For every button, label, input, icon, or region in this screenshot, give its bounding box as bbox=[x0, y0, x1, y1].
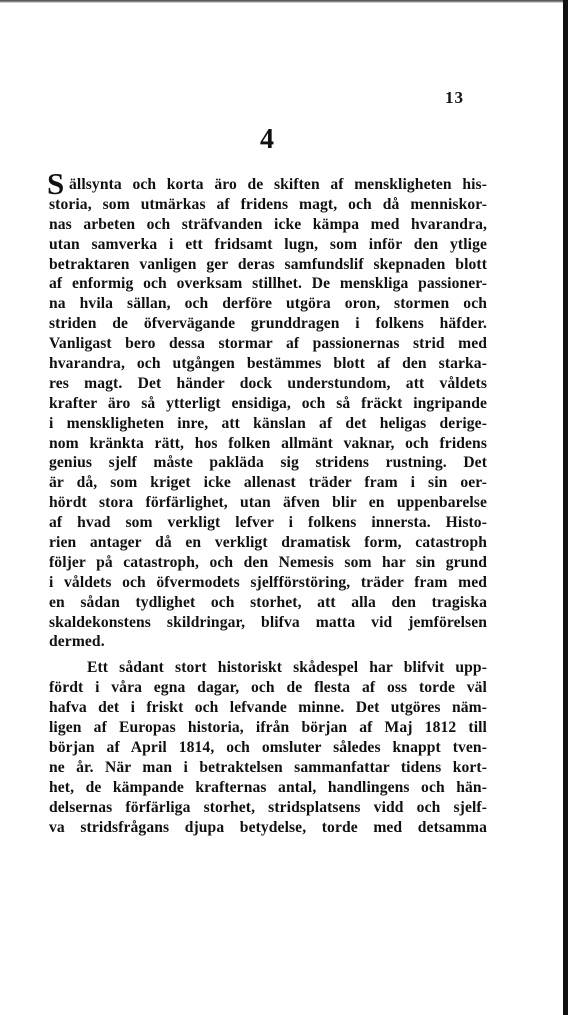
chapter-number: 4 bbox=[260, 124, 274, 155]
text-line: va stridsfrågans djupa betydelse, torde med detsamma bbox=[49, 818, 487, 836]
text-line: nom kränkta rätt, hos folken allmänt vaknar, och fridens bbox=[49, 434, 487, 452]
text-line: följer på catastroph, och den Nemesis som har sin grund bbox=[49, 553, 487, 571]
text-line: af enformig och overksam stillhet. De menskliga passioner- bbox=[49, 275, 487, 293]
text-line: na hvila sällan, och derföre utgöra oron, stormen och bbox=[49, 295, 487, 313]
text-line: res magt. Det händer dock understundom, att våldets bbox=[49, 374, 487, 392]
page-top-edge bbox=[0, 0, 568, 3]
text-line: delsernas förfärliga storhet, stridsplatsens vidd och sjelf- bbox=[49, 798, 487, 816]
text-line: i våldets och öfvermodets sjelfförstöring, träder fram med bbox=[49, 573, 487, 591]
text-line: utan samverka i ett fridsamt lugn, som inför den ytlige bbox=[49, 235, 487, 253]
drop-cap: S bbox=[47, 166, 65, 201]
text-line: hördt stora förfärlighet, utan äfven blir en uppenbarelse bbox=[49, 494, 487, 512]
text-line-content: ällsynta och korta äro de skiften af menskligheten his- bbox=[69, 176, 487, 193]
text-line: är då, som kriget icke allenast träder fram i sin oer- bbox=[49, 474, 487, 492]
text-line: af hvad som verkligt lefver i folkens innersta. Histo- bbox=[49, 514, 487, 532]
text-line: början af April 1814, och omsluter således knappt tven- bbox=[49, 738, 487, 756]
body-text bbox=[47, 166, 487, 837]
text-line: fördt i våra egna dagar, och de flesta af oss torde väl bbox=[49, 679, 487, 697]
text-line: skaldekonstens skildringar, blifva matta vid jemförelsen bbox=[49, 613, 487, 631]
text-line: betraktaren vanligen ger deras samfundslif skepnaden blott bbox=[49, 255, 487, 273]
text-line: striden de öfvervägande grunddragen i folkens häfder. bbox=[49, 315, 487, 333]
text-line: dermed. bbox=[49, 633, 105, 651]
text-line bbox=[47, 166, 487, 201]
page-number: 13 bbox=[445, 88, 464, 107]
text-line: krafter äro så ytterligt ensidiga, och så fräckt ingripande bbox=[49, 394, 487, 412]
page-binding-edge bbox=[563, 0, 568, 1015]
text-line: hafva det i friskt och lefvande minne. Det utgöres näm- bbox=[49, 699, 487, 717]
text-line: Ett sådant stort historiskt skådespel har blifvit upp- bbox=[87, 659, 487, 677]
text-line: genius sjelf måste pakläda sig stridens rustning. Det bbox=[49, 454, 487, 472]
text-line: ne år. När man i betraktelsen sammanfattar tidens kort- bbox=[49, 758, 487, 776]
text-line: ligen af Europas historia, ifrån början af Maj 1812 till bbox=[49, 719, 487, 737]
text-line: rien antager då en verkligt dramatisk form, catastroph bbox=[49, 534, 487, 552]
text-line: i menskligheten inre, att känslan af det heligas derige- bbox=[49, 414, 487, 432]
text-line: nas arbeten och sträfvanden icke kämpa med hvarandra, bbox=[49, 215, 487, 233]
text-line: hvarandra, och utgången bestämmes blott af den starka- bbox=[49, 355, 487, 373]
text-line: het, de kämpande krafternas antal, handlingens och hän- bbox=[49, 778, 487, 796]
text-line: storia, som utmärkas af fridens magt, och då menniskor- bbox=[49, 195, 487, 213]
text-line: en sådan tydlighet och storhet, att alla den tragiska bbox=[49, 593, 487, 611]
text-line: Vanligast bero dessa stormar af passionernas strid med bbox=[49, 335, 487, 353]
